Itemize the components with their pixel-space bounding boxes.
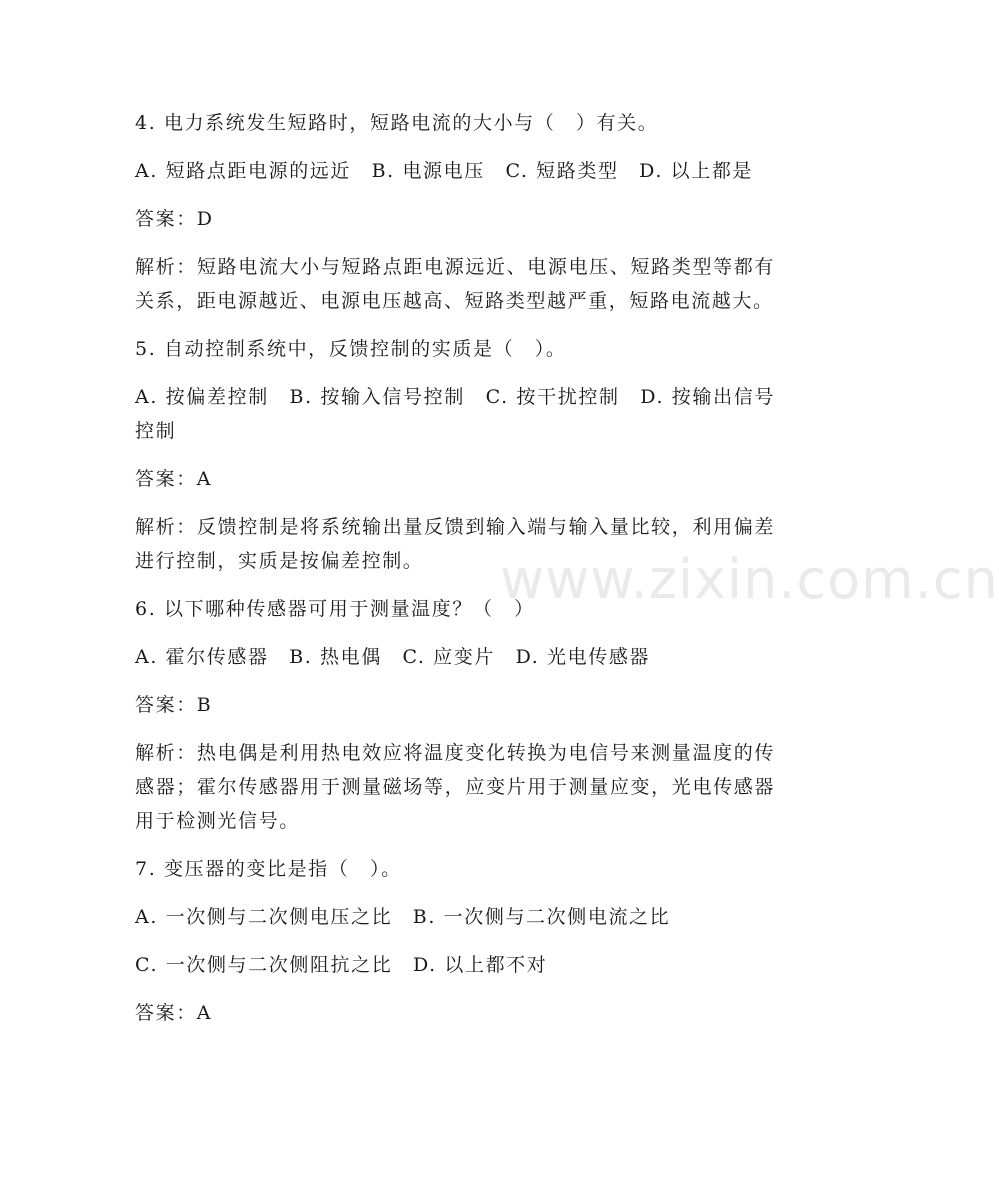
question-4-answer: 答案：D [135,208,214,230]
question-7-answer: 答案：A [135,1002,213,1024]
question-5-analysis: 解析：反馈控制是将系统输出量反馈到输入端与输入量比较，利用偏差进行控制，实质是按偏差控制。 [135,516,775,572]
question-4-stem: 4. 电力系统发生短路时，短路电流的大小与（ ）有关。 [135,112,659,134]
question-6-analysis: 解析：热电偶是利用热电效应将温度变化转换为电信号来测量温度的传感器；霍尔传感器用于测量磁场等，应变片用于测量应变，光电传感器用于检测光信号。 [135,742,775,832]
question-5-stem: 5. 自动控制系统中，反馈控制的实质是（ ）。 [135,338,567,360]
question-5-answer: 答案：A [135,468,213,490]
watermark-text: www.zixin.com.cn [500,548,999,611]
question-6-stem: 6. 以下哪种传感器可用于测量温度？（ ） [135,598,535,620]
question-4-options: A. 短路点距电源的远近 B. 电源电压 C. 短路类型 D. 以上都是 [135,160,754,182]
question-7-options-line-2: C. 一次侧与二次侧阻抗之比 D. 以上都不对 [135,954,548,976]
question-7-options-line-1: A. 一次侧与二次侧电压之比 B. 一次侧与二次侧电流之比 [135,906,671,928]
question-6-answer: 答案：B [135,694,213,716]
question-6-options: A. 霍尔传感器 B. 热电偶 C. 应变片 D. 光电传感器 [135,646,651,668]
question-7-stem: 7. 变压器的变比是指（ ）。 [135,858,402,880]
question-4-analysis: 解析：短路电流大小与短路点距电源远近、电源电压、短路类型等都有关系，距电源越近、电源电压越高、短路类型越严重，短路电流越大。 [135,256,775,312]
question-5-options: A. 按偏差控制 B. 按输入信号控制 C. 按干扰控制 D. 按输出信号控制 [135,386,775,442]
document-body [135,106,775,1044]
